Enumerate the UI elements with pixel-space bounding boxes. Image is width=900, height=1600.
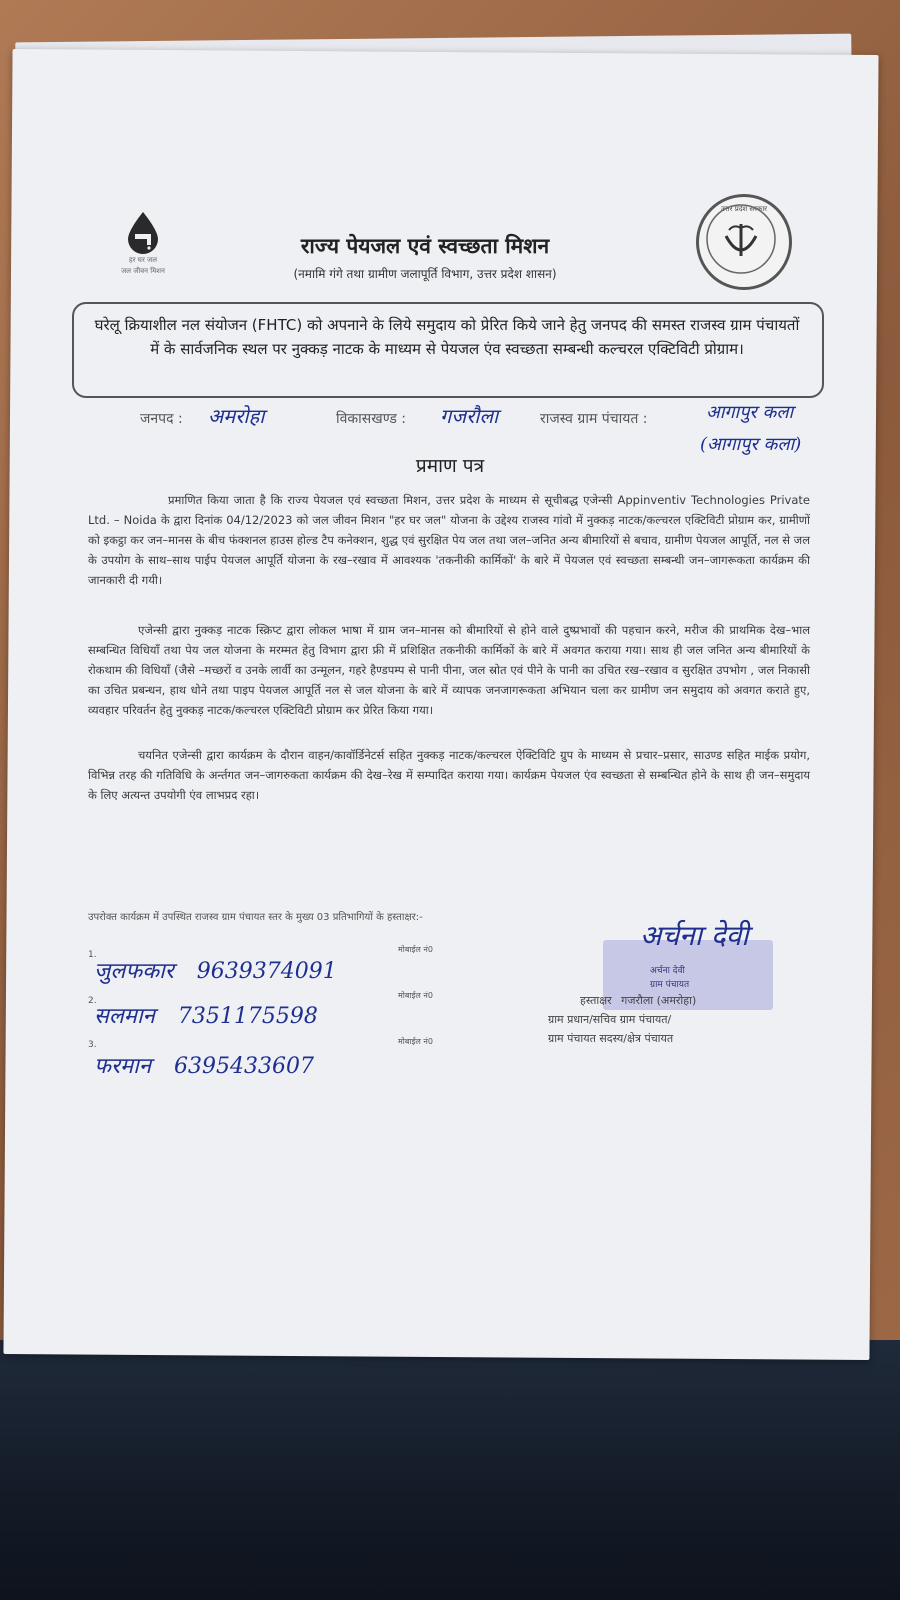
sign-line [580, 993, 696, 1008]
district-value: अमरोहा [208, 404, 265, 428]
program-description: घरेलू क्रियाशील नल संयोजन (FHTC) को अपनाने के लिये समुदाय को प्रेरित किये जाने हेतु जनपद की समस्त राजस्व ग्राम पंचायतों में के सार्वजनिक स्थल पर नुक्कड़ नाटक के माध्यम से पेयजल एंव स्वच्छता सम्बन्धी कल्चरल एक्टिविटी प्रोग्राम। [94, 316, 800, 358]
page-subtitle: (नमामि गंगे तथा ग्रामीण जलापूर्ति विभाग, उत्तर प्रदेश शासन) [293, 267, 557, 281]
up-government-seal [696, 194, 792, 290]
participant-1-signature [94, 955, 337, 985]
panchayat-value-clarified: (आगापुर कला) [700, 434, 802, 455]
seal-emblem-icon [696, 194, 786, 284]
stamp-role: ग्राम पंचायत [650, 980, 690, 990]
participant-1-phone: 9639374091 [196, 959, 337, 984]
district-label: जनपद : [140, 411, 183, 427]
logo-caption-2: जल जीवन मिशन [121, 267, 165, 275]
panchayat-value: आगापुर कला [706, 402, 794, 423]
participant-2-name: सलमान [94, 1004, 155, 1029]
block-label: विकासखण्ड : [336, 411, 407, 427]
paragraph-3: चयनित एजेन्सी द्वारा कार्यक्रम के दौरान वाहन/कावॉर्डिनेटर्स सहित नुक्कड़ नाटक/कल्चरल ऐक्टिविटि ग्रुप के माध्यम से प्रचार–प्रसार, साउण्ड सहित माईक प्रयोग, विभिन्न तरह की गतिविधि के अर्न्तगत जन–जागरुकता कार्यक्रम की देख–रेख में सम्पादित कराया गया। कार्यक्रम पेयजल एंव स्वच्छता से सम्बन्धित होने के साथ ही जन–समुदाय के लिए अत्यन्त उपयोगी एंव लाभप्रद रहा। [88, 748, 810, 802]
pradhan-signature: अर्चना देवी [640, 919, 749, 952]
water-drop-tap-icon [124, 210, 162, 254]
participant-3-name: फरमान [94, 1054, 152, 1079]
participant-1-mobile-label: मोबाईल नं0 [398, 945, 433, 954]
paragraph-1: प्रमाणित किया जाता है कि राज्य पेयजल एवं स्वच्छता मिशन, उत्तर प्रदेश के माध्यम से सूचीबद्ध एजेन्सी Appinventiv Technologies Private Ltd. – Noida के द्वारा दिनांक 04/12/2023 को जल जीवन मिशन "हर घर जल" योजना के उद्देश्य राजस्व गांवो में नुक्कड़ नाटक/कल्चरल एक्टिविटी प्रोग्राम कर, ग्रामीणों को इकट्ठा कर जन–मानस के बीच फंक्शनल हाउस होल्ड टैप कनेक्शन, शुद्ध एवं सुरक्षित पेय जल तथा जल–जनित अन्य बीमारियों से बचाव, ग्रामीण पेयजल आपूर्ति, नल से जल के उपयोग के साथ–साथ पाईप पेयजल आपूर्ति योजना के रख–रखाव में आवश्यक 'तकनीकी कार्मिकों' के बारे में पेयजल एवं स्वच्छता सम्बन्धी जन–जागरूकता कार्यक्रम की जानकारी दी गयी। [88, 493, 810, 587]
jal-jeevan-logo [104, 210, 182, 276]
certificate-title: प्रमाण पत्र [415, 455, 485, 477]
role-line-1: ग्राम प्रधान/सचिव ग्राम पंचायत/ [548, 1013, 672, 1026]
role-line-2: ग्राम पंचायत सदस्य/क्षेत्र पंचायत [548, 1032, 674, 1045]
sign-place: गजरौला (अमरोहा) [621, 994, 697, 1007]
signatures-intro: उपरोक्त कार्यक्रम में उपस्थित राजस्व ग्राम पंचायत स्तर के मुख्य 03 प्रतिभागियों के हस्ताक्षर:- [88, 912, 423, 923]
participant-1-name: जुलफकार [94, 959, 174, 984]
seal-text: उत्तर प्रदेश सरकार [720, 205, 768, 213]
page-title: राज्य पेयजल एवं स्वच्छता मिशन [300, 234, 550, 258]
paragraph-2: एजेन्सी द्वारा नुक्कड़ नाटक स्क्रिप्ट द्वारा लोकल भाषा में ग्राम जन–मानस को बीमारियों से होने वाले दुष्प्रभावों की पहचान करने, मरीज की प्राथमिक देख–भाल सम्बन्धित विधियाँ तथा पेय जल योजना के मरम्मत हेतु विभाग द्वारा फ्री में प्रशिक्षित तकनीकी कार्मिकों के बारे में अवगत कराया गया। साथ ही जल जनित अन्य बीमारियों के रोकथाम की विधियाँ (जैसे –मच्छरों व उनके लार्वी का उन्मूलन, गहरे हैण्डपम्प से पानी पीना, जल स्रोत एवं पीने के पानी का उचित रख–रखाव व सुरक्षित उपभोग , जल निकासी का उचित प्रबन्धन, हाथ धोने तथा पाइप पेयजल आपूर्ति नल से जल योजना के बारे में व्यापक जनजागरूकता अभियान चला कर ग्रामीण जन समुदाय को अवगत कराते हुए, व्यवहार परिवर्तन हेतु नुक्कड़ नाटक/कल्चरल एक्टिविटी प्रोग्राम कर प्रेरित किया गया। [88, 623, 810, 717]
participant-2-phone: 7351175598 [177, 1004, 318, 1029]
dark-cloth [0, 1340, 900, 1600]
participant-3-signature [94, 1050, 314, 1080]
participant-1-number: 1. [88, 950, 97, 960]
participant-3-phone: 6395433607 [174, 1054, 315, 1079]
participant-3-number: 3. [88, 1040, 97, 1050]
stamp-name: अर्चना देवी [650, 966, 685, 976]
panchayat-label: राजस्व ग्राम पंचायत : [540, 411, 648, 427]
participant-2-mobile-label: मोबाईल नं0 [398, 991, 433, 1000]
sign-label: हस्ताक्षर [580, 994, 612, 1007]
participant-2-number: 2. [88, 996, 97, 1006]
participant-3-mobile-label: मोबाईल नं0 [398, 1037, 433, 1046]
logo-caption-1: हर घर जल [129, 256, 157, 264]
block-value: गजरौला [440, 404, 499, 428]
participant-2-signature [94, 1000, 318, 1030]
